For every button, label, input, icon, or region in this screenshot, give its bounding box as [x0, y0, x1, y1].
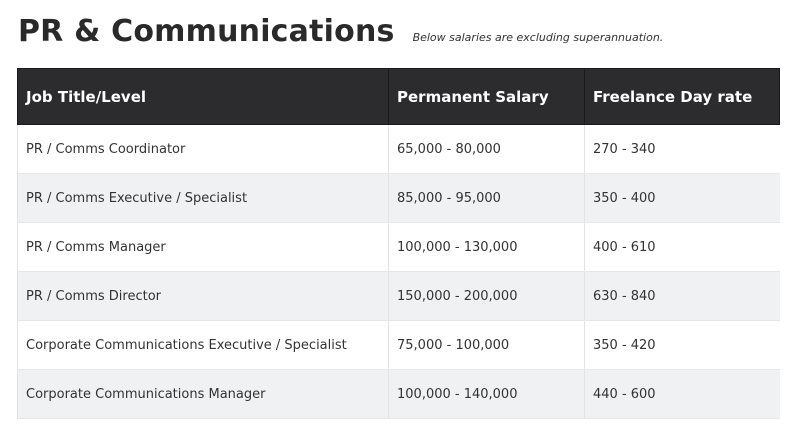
salary-cell: 150,000 - 200,000: [389, 272, 585, 321]
table-row: [18, 125, 780, 174]
job-title-cell: Corporate Communications Executive / Specialist: [18, 321, 389, 370]
table-header: [18, 69, 780, 125]
table-row: [18, 321, 780, 370]
salary-cell: 100,000 - 130,000: [389, 223, 585, 272]
salary-cell: 75,000 - 100,000: [389, 321, 585, 370]
table-row: [18, 272, 780, 321]
header-row: [18, 69, 780, 125]
table-row: [18, 174, 780, 223]
day-rate-cell: 350 - 420: [585, 321, 780, 370]
column-header-freelance-day-rate: Freelance Day rate: [585, 69, 780, 125]
day-rate-cell: 270 - 340: [585, 125, 780, 174]
salary-table: [17, 68, 780, 419]
table-body: [18, 125, 780, 419]
page-header: [18, 14, 663, 49]
column-header-job-title: Job Title/Level: [18, 69, 389, 125]
column-header-permanent-salary: Permanent Salary: [389, 69, 585, 125]
page-title: PR & Communications: [18, 14, 395, 49]
job-title-cell: Corporate Communications Manager: [18, 370, 389, 419]
salary-note: Below salaries are excluding superannuation.: [412, 31, 664, 44]
table-row: [18, 370, 780, 419]
salary-cell: 100,000 - 140,000: [389, 370, 585, 419]
salary-cell: 85,000 - 95,000: [389, 174, 585, 223]
day-rate-cell: 630 - 840: [585, 272, 780, 321]
day-rate-cell: 400 - 610: [585, 223, 780, 272]
table-row: [18, 223, 780, 272]
job-title-cell: PR / Comms Executive / Specialist: [18, 174, 389, 223]
day-rate-cell: 350 - 400: [585, 174, 780, 223]
job-title-cell: PR / Comms Director: [18, 272, 389, 321]
salary-cell: 65,000 - 80,000: [389, 125, 585, 174]
day-rate-cell: 440 - 600: [585, 370, 780, 419]
job-title-cell: PR / Comms Manager: [18, 223, 389, 272]
job-title-cell: PR / Comms Coordinator: [18, 125, 389, 174]
